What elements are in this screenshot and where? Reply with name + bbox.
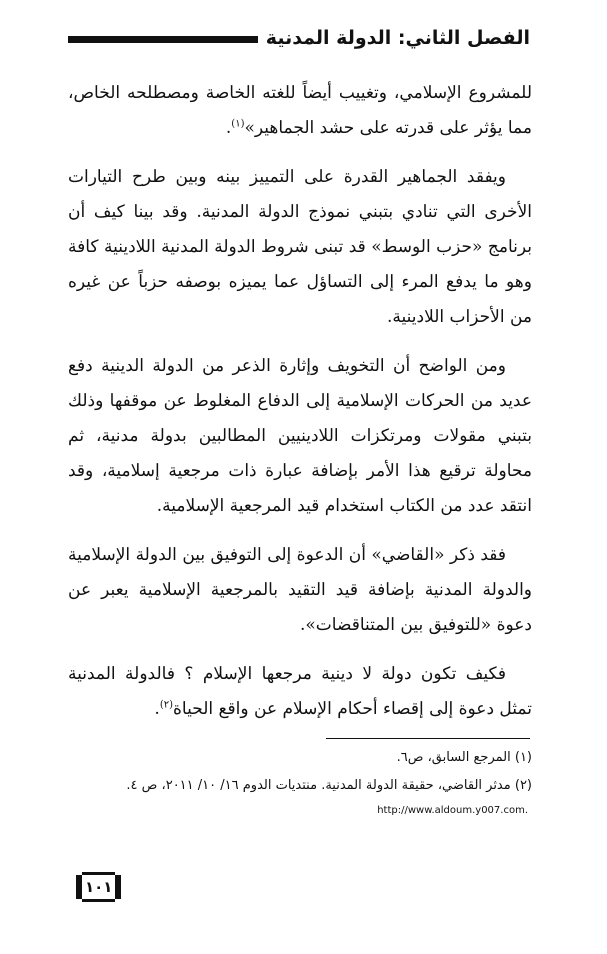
footnote: (٢) مدثر القاضي، حقيقة الدولة المدنية. منتديات الدوم ١٦/ ١٠/ ٢٠١١، ص ٤.: [126, 778, 532, 793]
paragraph: [68, 160, 532, 335]
footnote-reference: (١): [231, 118, 245, 130]
footnote-reference: (٢): [159, 699, 174, 711]
paragraph: [68, 76, 532, 146]
paragraph: [68, 538, 532, 643]
paragraph-text: ومن الواضح أن التخويف وإثارة الذعر من الدولة الدينية دفع عديد من الحركات الإسلامية إلى الدفاع المغلوط عن موقفها وذلك بتبني مقولات ومرتكزات اللادينيين المطالبين بدولة مدنية، ثم محاولة ترقيع هذا الأمر بإضافة عبارة ذات مرجعية إسلامية، وقد انتقد عدد من الكتاب استخدام قيد المرجعية الإسلامية.: [68, 356, 532, 516]
footnote: (١) المرجع السابق، ص٦.: [396, 750, 532, 765]
paragraph-text: فكيف تكون دولة لا دينية مرجعها الإسلام ؟ فالدولة المدنية تمثل دعوة إلى إقصاء أحكام الإسلام عن واقع الحياة: [68, 664, 532, 719]
paragraph-text: ويفقد الجماهير القدرة على التمييز بينه وبين طرح التيارات الأخرى التي تنادي بتبني نموذج الدولة المدنية. وقد بينا كيف أن برنامج «حزب الوسط» قد تبنى شروط الدولة المدنية اللادينية كافة وهو ما يدفع المرء إلى التساؤل عما يميزه بوصفه حزباً عن غيره من الأحزاب اللادينية.: [68, 167, 532, 327]
page-number: [76, 872, 121, 902]
running-header: [68, 18, 530, 58]
footnote-separator: [326, 738, 530, 739]
paragraph-text: للمشروع الإسلامي، وتغييب أيضاً للغته الخاصة ومصطلحه الخاص، مما يؤثر على قدرته على حشد الجماهير»: [68, 83, 532, 138]
chapter-title: الفصل الثاني: الدولة المدنية: [265, 27, 530, 49]
page-number-bar-right: [115, 875, 121, 899]
page-number-value: ١٠١: [82, 872, 115, 902]
paragraph-end: .: [225, 118, 232, 138]
paragraph: [68, 349, 532, 524]
paragraph-text: فقد ذكر «القاضي» أن الدعوة إلى التوفيق بين الدولة الإسلامية والدولة المدنية بإضافة قيد التقيد بالمرجعية الإسلامية يعبر عن دعوة «للتوفيق بين المتناقضات».: [68, 545, 532, 635]
footnote-url: http://www.aldoum.y007.com.: [377, 805, 528, 816]
paragraph: [68, 657, 532, 727]
paragraph-end: .: [154, 699, 160, 719]
header-rule: [68, 36, 258, 43]
footnotes: [68, 744, 532, 822]
body-text: [68, 76, 532, 741]
